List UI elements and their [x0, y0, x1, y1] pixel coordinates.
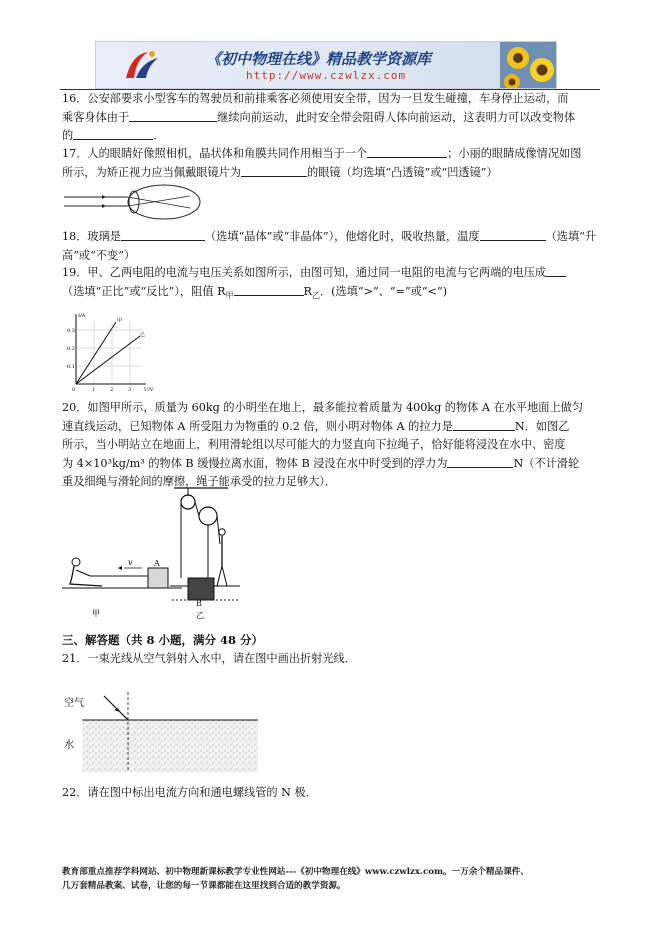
q18-text2: （选填“晶体”或“非晶体”），他熔化时，吸收热量，温度 — [205, 230, 480, 243]
subscript-jia: 甲 — [225, 290, 234, 300]
answer-blank[interactable] — [546, 264, 566, 277]
eye-diagram — [62, 184, 210, 222]
person-standing-icon — [217, 529, 227, 586]
answer-blank[interactable] — [234, 283, 304, 296]
refraction-diagram — [62, 684, 262, 772]
q20-text3: 为 4×10³kg/m³ 的物体 B 缓慢拉离水面，物体 B 浸没在水中时受到的浮力为 — [62, 456, 448, 470]
q17-text2: ；小丽的眼睛成像情况如图 — [447, 147, 582, 160]
iu-graph — [62, 308, 154, 392]
graph-xlabel: U/V — [144, 387, 154, 392]
answer-blank[interactable] — [367, 145, 447, 158]
graph-ytick: 0.3 — [67, 328, 75, 334]
q17-text4: 的眼镜（均选填“凸透镜”或“凹透镜”） — [307, 165, 498, 179]
subscript-yi: 乙 — [311, 290, 320, 300]
banner-url[interactable]: http://www.czwlzx.com — [246, 69, 407, 82]
q20-line3: 所示，当小明站立在地面上，利用滑轮组以尽可能大的力竖直向下拉绳子，恰好能将浸没在水中、密度 — [62, 438, 566, 451]
page-footer — [62, 865, 622, 893]
water-label: 水 — [64, 740, 74, 751]
answer-blank[interactable] — [447, 455, 513, 468]
graph-xtick: 2 — [110, 387, 114, 392]
q17-text: 17．人的眼睛好像照相机，晶状体和角膜共同作用相当于一个 — [62, 147, 368, 160]
air-label: 空气 — [64, 698, 84, 709]
object-b-label: B — [196, 599, 202, 608]
graph-xtick: 1 — [92, 387, 96, 392]
q18-text4: 高”或“不变”） — [62, 248, 136, 262]
logo-icon — [122, 48, 162, 82]
graph-xtick: 3 — [128, 387, 132, 392]
q17-text3: 所示，为矫正视力应当佩戴眼镜片为 — [62, 165, 242, 179]
question-16 — [62, 90, 607, 146]
question-18 — [62, 228, 607, 265]
q16-text2: 继续向前运动，此时安全带会阻碍人体向前运动，这表明力可以改变物体 — [217, 110, 576, 124]
answer-blank[interactable] — [241, 164, 307, 177]
q20-text4: N（不计滑轮 — [513, 456, 580, 470]
answer-blank[interactable] — [453, 418, 515, 431]
graph-ytick: 0.1 — [67, 364, 75, 370]
velocity-label: v — [128, 558, 133, 567]
footer-line: 教育部重点推荐学科网站、初中物理新课标教学专业性网站---《初中物理在线》www.czwlzx.com。一万余个精品课件、 — [62, 867, 529, 877]
figure-caption-jia: 甲 — [92, 609, 100, 618]
q16-end: ． — [153, 129, 165, 142]
q16-line1: 16．公安部要求小型客车的驾驶员和前排乘客必须使用安全带，因为一旦发生碰撞，车身停止运动，而 — [62, 92, 569, 105]
banner-title: 《初中物理在线》精品教学资源库 — [206, 50, 432, 68]
header-banner — [95, 41, 557, 89]
section-heading: 三、解答题（共 8 小题，满分 48 分） — [62, 633, 264, 647]
graph-line-label: 甲 — [117, 318, 123, 324]
answer-blank[interactable] — [480, 228, 546, 241]
pulley-figure — [62, 486, 242, 622]
answer-blank[interactable] — [121, 228, 205, 241]
question-20 — [62, 399, 607, 492]
q19-text2: （选填“正比”或“反比”），阻值 R — [62, 284, 226, 298]
graph-xtick: 0 — [72, 387, 76, 392]
answer-blank[interactable] — [73, 127, 153, 140]
q20-text: 速直线运动，已知物体 A 所受阻力为物重的 0.2 倍，则小明对物体 A 的拉力是 — [62, 419, 453, 433]
question-21: 21．一束光线从空气斜射入水中，请在图中画出折射光线． — [62, 652, 356, 665]
question-19 — [62, 264, 607, 305]
graph-line-label: 乙 — [140, 332, 146, 338]
q19-text4: ．(选填“>”、“=”或“<”) — [319, 284, 448, 298]
graph-ylabel: I/A — [78, 313, 86, 319]
graph-ytick: 0.2 — [67, 346, 75, 352]
q16-text: 乘客身体由于 — [62, 110, 130, 124]
footer-line: 几万套精品教案、试卷，让您的每一节课都能在这里找到合适的教学资源。 — [62, 881, 346, 891]
object-a-label: A — [154, 559, 160, 568]
q18-text: 18．玻璃是 — [62, 230, 121, 243]
q19-text: 19．甲、乙两电阻的电流与电压关系如图所示，由图可知，通过同一电阻的电流与它两端的电压成 — [62, 266, 547, 279]
sunflower-image — [500, 42, 556, 88]
q20-line5: 重及细绳与滑轮间的摩擦，绳子能承受的拉力足够大）． — [62, 475, 337, 488]
q19-text3: R — [303, 284, 312, 298]
question-22: 22．请在图中标出电流方向和通电螺线管的 N 极． — [62, 786, 317, 799]
q20-line1: 20．如图甲所示，质量为 60kg 的小明坐在地上，最多能拉着质量为 400kg 的物体 A 在水平地面上做匀 — [62, 401, 584, 414]
answer-blank[interactable] — [129, 109, 217, 122]
figure-caption-yi: 乙 — [196, 611, 204, 620]
q20-text2: N．如图乙 — [514, 419, 570, 433]
q18-text3: （选填“升 — [545, 230, 597, 243]
q16-text3: 的 — [62, 129, 74, 142]
question-17 — [62, 145, 607, 182]
